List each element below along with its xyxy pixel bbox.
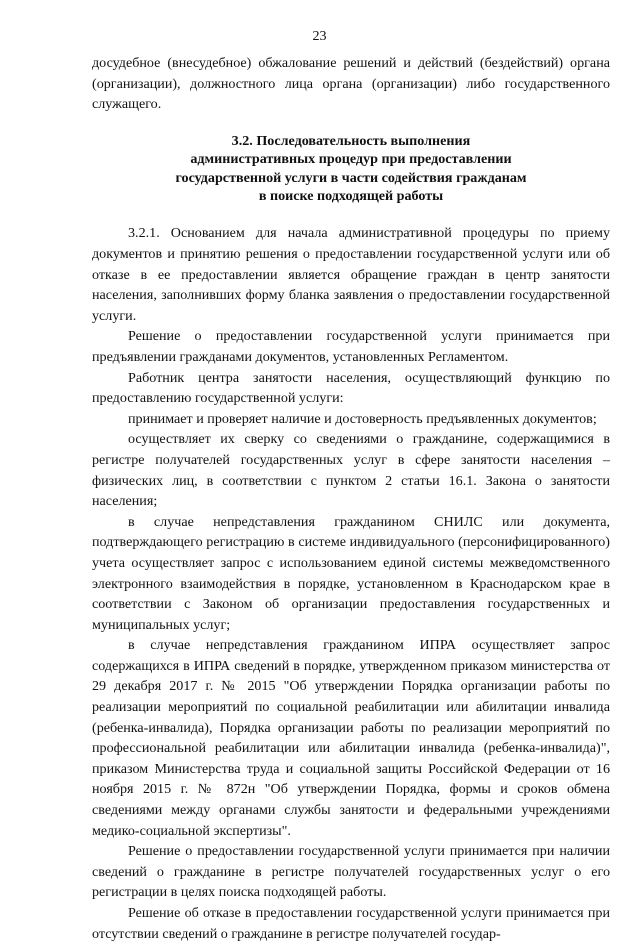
section-heading-line: в поиске подходящей работы <box>258 188 444 204</box>
section-heading-line: государственной услуги в части содействия гражданам <box>175 169 527 186</box>
section-heading-line: 3.2. Последовательность выполнения <box>231 132 471 149</box>
paragraph: Решение о предоставлении государственной услуги принимается при наличии сведений о гражданине в регистре получателей государственных услуг о его регистрации в целях поиска подходящей работы. <box>92 843 610 901</box>
list-item: в случае непредставления гражданином ИПРА осуществляет запрос содержащихся в ИПРА сведений в порядке, утвержденном приказом министерства от 29 декабря 2017 г. № 2015 "Об утверждении Порядка организации работы по реализации мероприятий по социальной реабилитации или абилитации инвалида (ребенка-инвалида), Порядка организации работы по реализации мероприятий по профессиональной реабилитации или абилитации инвалида (ребенка-инвалида)", приказом Министерства труда и социальной защиты Российской Федерации от 16 ноября 2015 г. № 872н "Об утверждении Порядка, формы и сроков обмена сведениями между органами службы занятости и федеральными учреждениями медико-социальной экспертизы". <box>92 637 610 839</box>
paragraph: Работник центра занятости населения, осуществляющий функцию по предоставлению государственной услуги: <box>92 369 610 407</box>
section-heading <box>92 132 610 206</box>
paragraph: 3.2.1. Основанием для начала административной процедуры по приему документов и принятию решения о предоставлении государственной услуги или об отказе в ее предоставлении является обращение граждан в центр занятости населения, заполнивших форму бланка заявления о предоставлении государственной услуги. <box>92 225 610 324</box>
paragraph: Решение об отказе в предоставлении государственной услуги принимается при отсутствии сведений о гражданине в регистре получателей государ- <box>92 905 610 942</box>
list-item: осуществляет их сверку со сведениями о гражданине, содержащимися в регистре получателей государственных услуг в сфере занятости населения – физических лиц, в соответствии с пунктом 2 статьи 16.1. Закона о занятости населения; <box>92 431 610 510</box>
page-content <box>92 53 610 944</box>
list-item: в случае непредставления гражданином СНИЛС или документа, подтверждающего регистрацию в системе индивидуального (персонифицированного) учета осуществляет запрос с использованием единой системы межведомственного электронного взаимодействия в порядке, установленном в Краснодарском крае в соответствии с Законом об организации предоставления государственных и муниципальных услуг; <box>92 513 610 633</box>
list-item: принимает и проверяет наличие и достоверность предъявленных документов; <box>128 410 597 427</box>
page-number: 23 <box>312 28 327 44</box>
section-heading-line: административных процедур при предоставлении <box>190 151 512 168</box>
paragraph: Решение о предоставлении государственной услуги принимается при предъявлении гражданами документов, установленных Регламентом. <box>92 328 610 365</box>
intro-paragraph: досудебное (внесудебное) обжалование решений и действий (бездействий) органа (организации), должностного лица органа (организации) либо государственного служащего. <box>92 55 610 113</box>
